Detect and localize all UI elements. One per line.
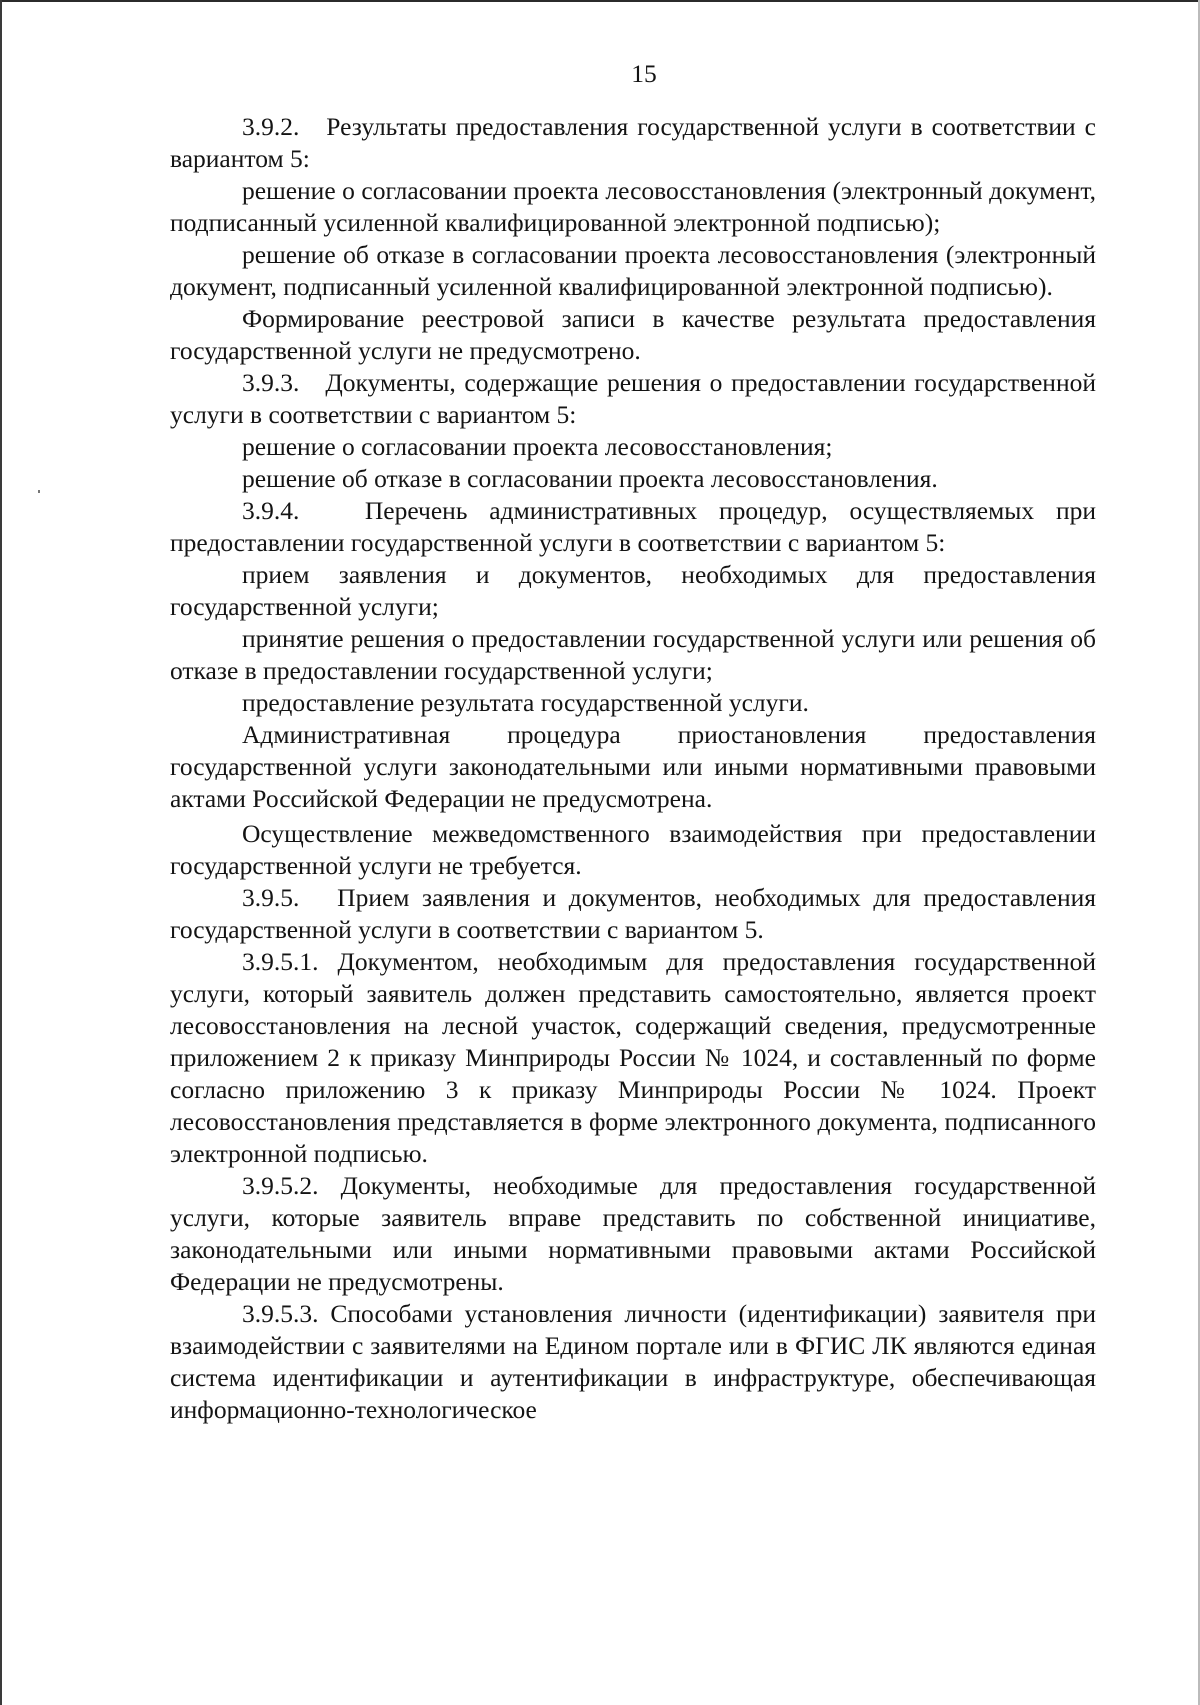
paragraph-3-9-3: 3.9.3. Документы, содержащие решения о предоставлении государственной услуги в соответствии с вариантом 5:: [170, 368, 1096, 429]
paragraph-3-9-5: 3.9.5. Прием заявления и документов, необходимых для предоставления государственной услуги в соответствии с вариантом 5.: [170, 883, 1096, 944]
list-item: принятие решения о предоставлении государственной услуги или решения об отказе в предоставлении государственной услуги;: [170, 624, 1096, 685]
document-page: [170, 58, 1096, 1426]
paragraph-3-9-5-3: 3.9.5.3. Способами установления личности (идентификации) заявителя при взаимодействии с заявителями на Едином портале или в ФГИС ЛК являются единая система идентификации и аутентификации в инфраструктуре, обеспечивающая информационно-технологическое: [170, 1299, 1096, 1424]
scan-artifact: [38, 490, 40, 493]
paragraph: Административная процедура приостановления предоставления государственной услуги законодательными или иными нормативными правовыми актами Российской Федерации не предусмотрена.: [170, 720, 1096, 813]
paragraph-3-9-5-2: 3.9.5.2. Документы, необходимые для предоставления государственной услуги, которые заявитель вправе представить по собственной инициативе, законодательными или иными нормативными правовыми актами Российской Федерации не предусмотрены.: [170, 1171, 1096, 1296]
page-number: 15: [631, 59, 657, 88]
scan-edge-left: [0, 0, 2, 1705]
list-item: прием заявления и документов, необходимых для предоставления государственной услуги;: [170, 560, 1096, 621]
paragraph-3-9-2: 3.9.2. Результаты предоставления государственной услуги в соответствии с вариантом 5:: [170, 112, 1096, 173]
paragraph: Формирование реестровой записи в качестве результата предоставления государственной услуги не предусмотрено.: [170, 304, 1096, 365]
list-item: решение о согласовании проекта лесовосстановления;: [242, 432, 833, 461]
list-item: предоставление результата государственной услуги.: [242, 688, 809, 717]
list-item: решение о согласовании проекта лесовосстановления (электронный документ, подписанный усиленной квалифицированной электронной подписью);: [170, 176, 1096, 237]
paragraph-3-9-5-1: 3.9.5.1. Документом, необходимым для предоставления государственной услуги, который заявитель должен представить самостоятельно, является проект лесовосстановления на лесной участок, содержащий сведения, предусмотренные приложением 2 к приказу Минприроды России № 1024, и составленный по форме согласно приложению 3 к приказу Минприроды России № 1024. Проект лесовосстановления представляется в форме электронного документа, подписанного электронной подписью.: [170, 947, 1096, 1168]
list-item: решение об отказе в согласовании проекта лесовосстановления (электронный документ, подписанный усиленной квалифицированной электронной подписью).: [170, 240, 1096, 301]
paragraph-3-9-4: 3.9.4. Перечень административных процедур, осуществляемых при предоставлении государственной услуги в соответствии с вариантом 5:: [170, 496, 1096, 557]
paragraph: Осуществление межведомственного взаимодействия при предоставлении государственной услуги не требуется.: [170, 819, 1096, 880]
list-item: решение об отказе в согласовании проекта лесовосстановления.: [242, 464, 938, 493]
scan-edge-top: [0, 0, 1200, 2]
